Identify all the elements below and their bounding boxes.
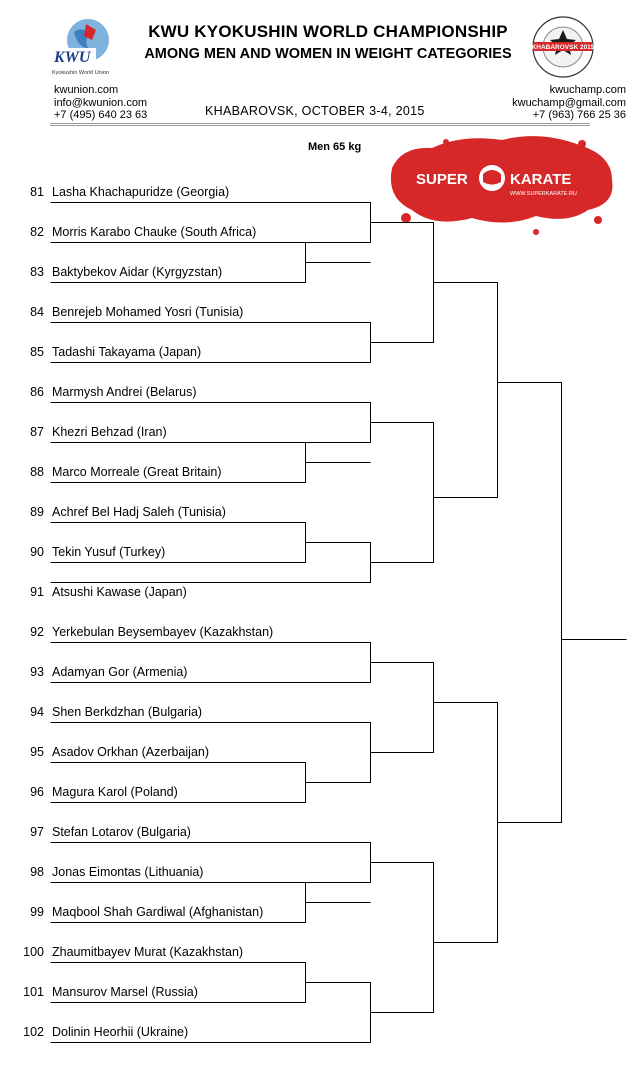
- place-date: KHABAROVSK, OCTOBER 3-4, 2015: [205, 104, 425, 118]
- competitor-name: Zhaumitbayev Murat (Kazakhstan): [52, 945, 244, 959]
- competitor-number: 91: [30, 585, 44, 599]
- competitor-number: 101: [23, 985, 44, 999]
- competitor-number: 89: [30, 505, 44, 519]
- competitor-number: 93: [30, 665, 44, 679]
- competitor-name: Benrejeb Mohamed Yosri (Tunisia): [52, 305, 244, 319]
- competitor-name: Magura Karol (Poland): [52, 785, 178, 799]
- competitor-name: Yerkebulan Beysembayev (Kazakhstan): [52, 625, 274, 639]
- competitor-name: Lasha Khachapuridze (Georgia): [52, 185, 230, 199]
- competitor-name: Atsushi Kawase (Japan): [52, 585, 187, 599]
- competitor-number: 81: [30, 185, 44, 199]
- competitor-name: Marco Morreale (Great Britain): [52, 465, 222, 479]
- championship-title: KWU KYOKUSHIN WORLD CHAMPIONSHIP: [148, 22, 508, 41]
- brand-url: WWW.SUPERKARATE.RU: [510, 191, 577, 197]
- left-contact-email: info@kwunion.com: [54, 96, 148, 109]
- competitor-number: 84: [30, 305, 44, 319]
- competitor-name: Morris Karabo Chauke (South Africa): [52, 225, 257, 239]
- competitor-number: 83: [30, 265, 44, 279]
- competitor-name: Stefan Lotarov (Bulgaria): [52, 825, 191, 839]
- competitor-number: 88: [30, 465, 44, 479]
- competitor-name: Baktybekov Aidar (Kyrgyzstan): [52, 265, 223, 279]
- competitor-name: Mansurov Marsel (Russia): [52, 985, 198, 999]
- competitor-number: 94: [30, 705, 44, 719]
- competitor-name: Tekin Yusuf (Turkey): [52, 545, 166, 559]
- championship-subtitle: AMONG MEN AND WOMEN IN WEIGHT CATEGORIES: [144, 46, 512, 62]
- competitor-number: 97: [30, 825, 44, 839]
- competitor-name: Tadashi Takayama (Japan): [52, 345, 202, 359]
- competitor-number: 87: [30, 425, 44, 439]
- competitor-name: Marmysh Andrei (Belarus): [52, 385, 197, 399]
- competitor-number: 102: [23, 1025, 44, 1039]
- right-contact-site: kwuchamp.com: [549, 84, 626, 96]
- competitor-number: 82: [30, 225, 44, 239]
- competitor-number: 95: [30, 745, 44, 759]
- competitor-number: 85: [30, 345, 44, 359]
- left-contact-site: kwunion.com: [54, 84, 119, 96]
- competitor-number: 96: [30, 785, 44, 799]
- competitor-name: Maqbool Shah Gardiwal (Afghanistan): [52, 905, 264, 919]
- competitor-name: Asadov Orkhan (Azerbaijan): [52, 745, 210, 759]
- competitor-number: 92: [30, 625, 44, 639]
- competitor-name: Adamyan Gor (Armenia): [52, 665, 188, 679]
- competitor-number: 98: [30, 865, 44, 879]
- competitor-name: Achref Bel Hadj Saleh (Tunisia): [52, 505, 226, 519]
- svg-text:KHABAROVSK 2015: KHABAROVSK 2015: [531, 44, 595, 51]
- competitor-name: Khezri Behzad (Iran): [52, 425, 167, 439]
- svg-text:KWU: KWU: [54, 49, 91, 66]
- weight-category: Men 65 kg: [308, 141, 362, 153]
- competitor-name: Shen Berkdzhan (Bulgaria): [52, 705, 203, 719]
- right-contact-email: kwuchamp@gmail.com: [512, 96, 626, 109]
- competitor-number: 90: [30, 545, 44, 559]
- competitor-name: Dolinin Heorhii (Ukraine): [52, 1025, 189, 1039]
- brand-super: SUPER: [416, 171, 468, 188]
- competitor-number: 99: [30, 905, 44, 919]
- competitor-number: 100: [23, 945, 44, 959]
- competitor-name: Jonas Eimontas (Lithuania): [52, 865, 204, 879]
- left-contact-phone: +7 (495) 640 23 63: [54, 109, 148, 121]
- competitor-number: 86: [30, 385, 44, 399]
- right-contact-phone: +7 (963) 766 25 36: [532, 109, 626, 121]
- svg-text:Kyokushin World Union: Kyokushin World Union: [52, 70, 110, 76]
- brand-karate: KARATE: [510, 171, 572, 188]
